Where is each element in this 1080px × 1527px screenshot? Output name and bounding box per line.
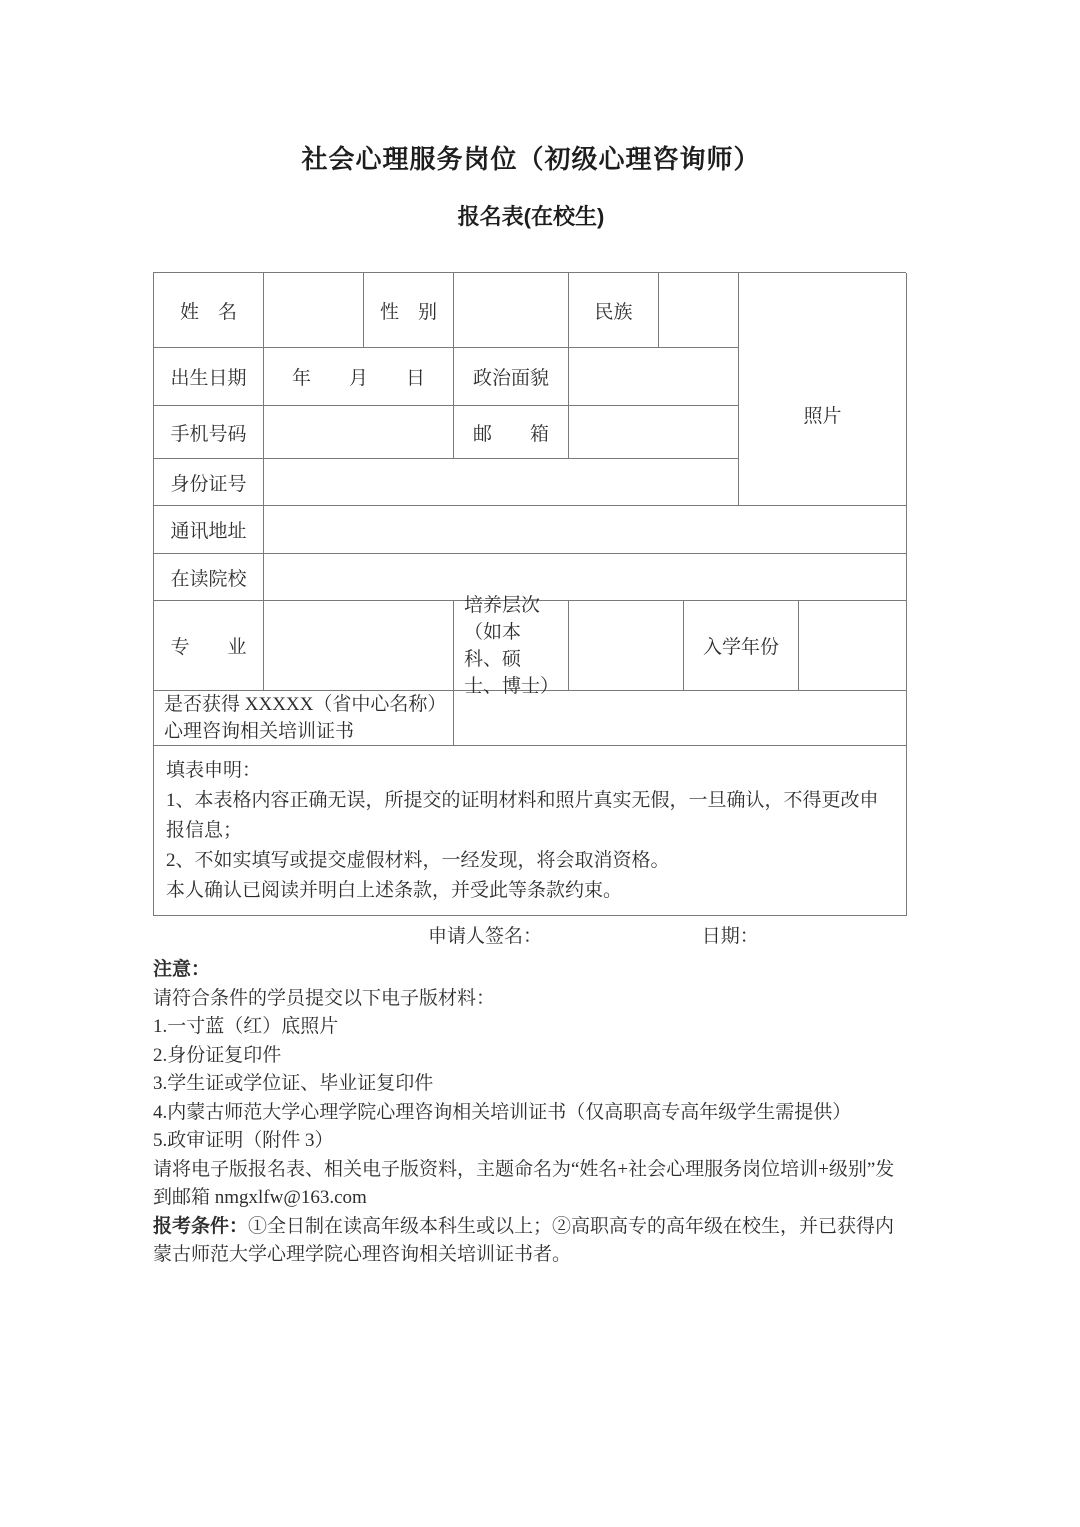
- photo-cell: 照片: [739, 273, 907, 506]
- note-item-3: 3.学生证或学位证、毕业证复印件: [153, 1073, 434, 1094]
- declaration-confirm: 本人确认已阅读并明白上述条款，并受此等条款约束。: [166, 880, 623, 901]
- notes-intro: 请符合条件的学员提交以下电子版材料：: [153, 987, 496, 1009]
- mobile-value-cell: [264, 406, 454, 459]
- requirements-label: 报考条件：: [153, 1215, 249, 1237]
- enrollment-year-value-cell: [799, 601, 907, 691]
- declaration-item-2: 2、不如实填写或提交虚假材料，一经发现，将会取消资格。: [166, 850, 670, 871]
- note-item-2: 2.身份证复印件: [153, 1044, 282, 1066]
- birth-date-value-cell: 年 月 日: [264, 348, 454, 406]
- mailing-address-value-cell: [264, 506, 907, 554]
- name-label-cell: 姓 名: [154, 273, 264, 348]
- training-level-value-cell: [569, 601, 684, 691]
- declaration-cell: [154, 746, 907, 947]
- birth-date-label-cell: 出生日期: [154, 348, 264, 406]
- requirements-text: ①全日制在读高年级本科生或以上；②高职高专的高年级在校生，并已获得内蒙古师范大学心理学院心理咨询相关培训证书者。: [153, 1215, 895, 1265]
- note-item-1: 1.一寸蓝（红）底照片: [153, 1016, 339, 1037]
- id-number-label-cell: 身份证号: [154, 459, 264, 506]
- political-status-value-cell: [569, 348, 739, 406]
- page-subtitle: 报名表(在校生): [457, 204, 605, 229]
- major-value-cell: [264, 601, 454, 691]
- email-value-cell: [569, 406, 739, 459]
- applicant-signature-label: 申请人签名：: [428, 926, 543, 947]
- id-number-value-cell: [264, 459, 739, 506]
- ethnicity-value-cell: [659, 273, 739, 348]
- signature-line: [166, 922, 894, 952]
- declaration-item-1: 1、本表格内容正确无误，所提交的证明材料和照片真实无假，一旦确认，不得更改申报信息；: [166, 790, 879, 841]
- submit-instruction: 请将电子版报名表、相关电子版资料，主题命名为“姓名+社会心理服务岗位培训+级别”发到邮箱 nmgxlfw@163.com: [153, 1158, 895, 1208]
- mailing-address-label-cell: 通讯地址: [154, 506, 264, 554]
- certificate-question-label-cell: 是否获得 XXXXX（省中心名称）心理咨询相关培训证书: [154, 691, 454, 746]
- name-value-cell: [264, 273, 364, 348]
- requirements-line: [153, 1213, 909, 1270]
- notes-heading: 注意：: [153, 959, 211, 980]
- major-label-cell: 专 业: [154, 601, 264, 691]
- declaration-heading: 填表申明：: [166, 760, 262, 781]
- page-title: 社会心理服务岗位（初级心理咨询师）: [301, 144, 761, 174]
- training-level-label-cell: 培养层次（如本科、硕士、博士）: [454, 601, 569, 691]
- note-item-4: 4.内蒙古师范大学心理学院心理咨询相关培训证书（仅高职高专高年级学生需提供）: [153, 1101, 852, 1123]
- gender-value-cell: [454, 273, 569, 348]
- political-status-label-cell: 政治面貌: [454, 348, 569, 406]
- note-item-5: 5.政审证明（附件 3）: [153, 1130, 334, 1151]
- current-school-value-cell: [264, 554, 907, 601]
- document-content: [153, 0, 909, 1270]
- registration-form-table: [153, 272, 906, 947]
- current-school-label-cell: 在读院校: [154, 554, 264, 601]
- notes-section: [153, 956, 909, 1270]
- email-label-cell: 邮 箱: [454, 406, 569, 459]
- certificate-question-value-cell: [454, 691, 907, 746]
- enrollment-year-label-cell: 入学年份: [684, 601, 799, 691]
- ethnicity-label-cell: 民族: [569, 273, 659, 348]
- gender-label-cell: 性 别: [364, 273, 454, 348]
- mobile-label-cell: 手机号码: [154, 406, 264, 459]
- date-label: 日期：: [701, 926, 759, 947]
